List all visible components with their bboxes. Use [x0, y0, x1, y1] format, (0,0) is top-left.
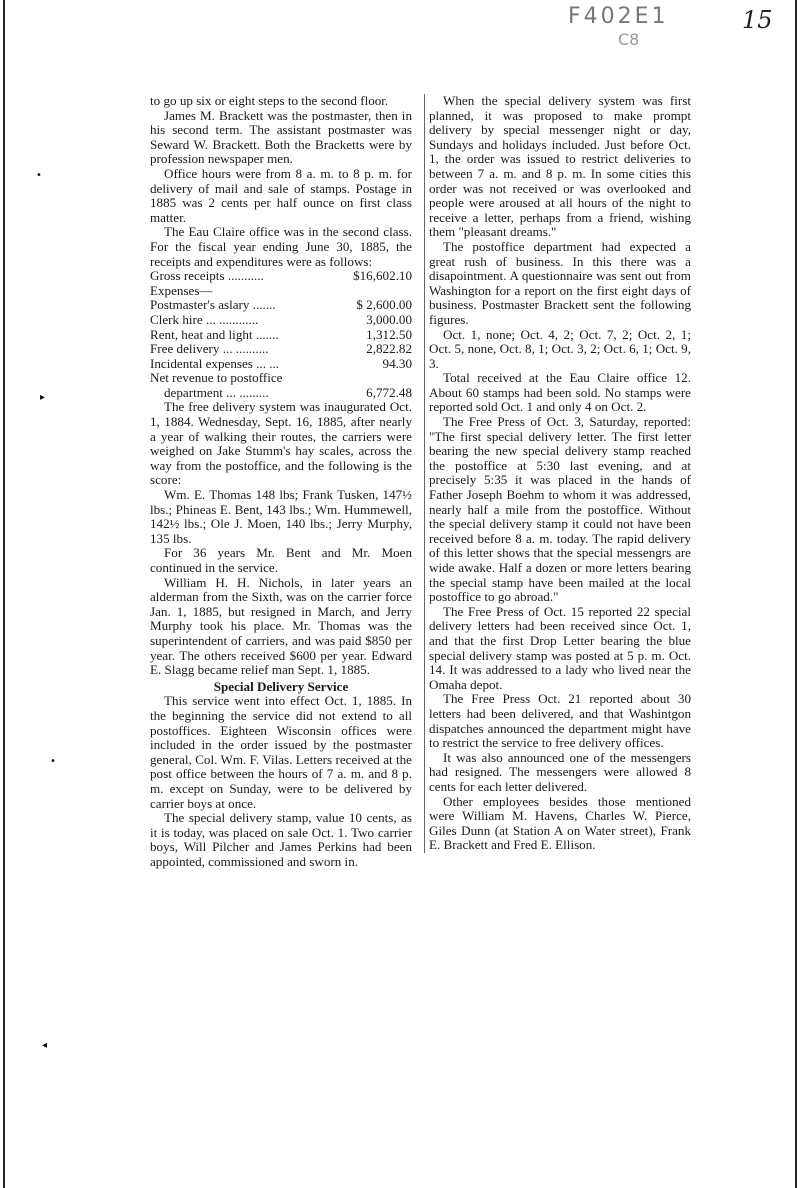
ledger-label: Gross receipts ...........	[150, 269, 264, 284]
paragraph: The Free Press Oct. 21 reported about 30 letters had been delivered, and that Washintgon dispatches announced the department might have to restrict the service to free delivery offices.	[429, 691, 691, 751]
paragraph: The Eau Claire office was in the second class. For the fiscal year ending June 30, 1885, the receipts and expenditures were as follows:	[150, 224, 412, 269]
paragraph: This service went into effect Oct. 1, 1885. In the beginning the service did not extend to all postoffices. Eighteen Wisconsin offices were included in the order issued by the postmaster general, Col. Wm. F. Vilas. Letters received at the post office between the hours of 7 a. m. and 8 p. m. except on Sunday, were to be delivered by carrier boys at once.	[150, 693, 412, 811]
ledger-value: 6,772.48	[366, 384, 412, 400]
ledger-value: 1,312.50	[366, 326, 412, 342]
left-column	[150, 94, 412, 869]
paragraph: The postoffice department had expected a great rush of business. In this there was a disapointment. A questionnaire was sent out from Washington for a report on the first eight days of business. Postmaster Brackett sent the following figures.	[429, 238, 691, 327]
ledger-label: Incidental expenses ... ...	[150, 356, 280, 371]
gross-receipts-row	[150, 269, 412, 284]
paragraph: Total received at the Eau Claire office 12. About 60 stamps had been sold. No stamps were reported sold Oct. 1 and only 4 on Oct. 2.	[429, 370, 691, 415]
net-revenue-label: Net revenue to postoffice	[150, 370, 283, 386]
paragraph: The free delivery system was inaugurated Oct. 1, 1884. Wednesday, Sept. 16, 1885, after nearly a year of walking their routes, the carriers were weighed on Jake Stumm's hay scales, across the way from the postoffice, and the following is the score:	[150, 399, 412, 488]
right-column	[424, 94, 691, 853]
ledger-value: 94.30	[382, 355, 412, 371]
ledger-label: Postmaster's aslary .......	[150, 298, 276, 313]
paragraph: The special delivery stamp, value 10 cents, as it is today, was placed on sale Oct. 1. Two carrier boys, Will Pilcher and James Perkins had been appointed, commissioned and sworn in.	[150, 810, 412, 869]
page-number: 15	[742, 6, 773, 34]
expense-row	[150, 313, 412, 328]
paragraph: For 36 years Mr. Bent and Mr. Moen continued in the service.	[150, 545, 412, 575]
ledger-label: Clerk hire ... ............	[150, 312, 259, 327]
expense-row	[150, 342, 412, 357]
paragraph: Oct. 1, none; Oct. 4, 2; Oct. 7, 2; Oct. 2, 1; Oct. 5, none, Oct. 8, 1; Oct. 3, 2; Oct. 6, 1; Oct. 9, 3.	[429, 326, 691, 371]
archive-code-sub: C8	[618, 30, 640, 49]
ledger-value: 2,822.82	[366, 341, 412, 357]
ledger-label: department ... .........	[164, 385, 269, 400]
ledger-label: Free delivery ... ..........	[150, 342, 269, 357]
paragraph: The Free Press of Oct. 3, Saturday, reported: "The first special delivery letter. The first letter bearing the new special delivery stamp reached the postoffice at 5:30 last evening, and at precisely 5:35 it was placed in the hands of Father Joseph Boehm to whom it was addressed, nearly half a mile from the postoffice. Without the special delivery stamp it could not have been received before 8 a. m. today. The rapid delivery of this letter shows that the special messengrs are wide awake. Half a dozen or more letters bearing the special stamp have been mailed at the local postoffice to go abroad."	[429, 414, 691, 605]
ledger-label: Rent, heat and light .......	[150, 327, 279, 342]
section-heading: Special Delivery Service	[213, 678, 349, 694]
paragraph: to go up six or eight steps to the second floor.	[150, 93, 389, 108]
paragraph: When the special delivery system was first planned, it was proposed to make prompt delivery by special messenger night or day, Sundays and holidays included. Just before Oct. 1, the order was issued to restrict deliveries to between 7 a. m. and 8 p. m. In some cities this order was not received or was overlooked and people were aroused at all hours of the night to receive a letter, perhaps from a friend, wishing them "pleasant dreams."	[429, 93, 691, 240]
ledger-value: $16,602.10	[353, 268, 412, 284]
ledger-value: 3,000.00	[366, 311, 412, 327]
expense-row	[150, 298, 412, 313]
margin-dot-mark: •	[36, 170, 42, 181]
ledger-value: $ 2,600.00	[356, 297, 412, 313]
net-revenue-row	[150, 386, 412, 401]
paragraph: Office hours were from 8 a. m. to 8 p. m. for delivery of mail and sale of stamps. Postage in 1885 was 2 cents per half ounce on first class matter.	[150, 165, 412, 225]
paragraph: William H. H. Nichols, in later years an alderman from the Sixth, was on the carrier force Jan. 1, 1885, but resigned in March, and Jerry Murphy took his place. Mr. Thomas was the superintendent of carriers, and was paid $850 per year. The others received $600 per year. Edward E. Slagg became relief man Sept. 1, 1885.	[150, 574, 412, 678]
expense-row	[150, 328, 412, 343]
paragraph: Other employees besides those mentioned were William M. Havens, Charles W. Pierce, Giles Dunn (at Station A on Water street), Frank E. Brackett and Fred E. Ellison.	[429, 793, 691, 853]
margin-arrow-mark: ◂	[42, 1040, 48, 1051]
expenses-heading: Expenses—	[150, 282, 213, 298]
margin-dot-mark: •	[50, 756, 56, 767]
archive-code: F402E1	[568, 4, 669, 29]
paragraph: Wm. E. Thomas 148 lbs; Frank Tusken, 147½ lbs.; Phineas E. Bent, 143 lbs.; Wm. Hummewell, 142½ lbs.; Ole J. Moen, 140 lbs.; Jerry Murphy, 135 lbs.	[150, 487, 412, 546]
expense-row	[150, 357, 412, 372]
margin-arrow-mark: ▸	[40, 392, 46, 403]
paragraph: James M. Brackett was the postmaster, then in his second term. The assistant postmaster was Seward W. Brackett. Both the Bracketts were by profession newspaper men.	[150, 107, 412, 167]
paragraph: It was also announced one of the messengers had resigned. The messengers were allowed 8 cents for each letter delivered.	[429, 749, 691, 794]
paragraph: The Free Press of Oct. 15 reported 22 special delivery letters had been received since Oct. 1, and that the first Drop Letter bearing the blue special delivery stamp was posted at 5 p. m. Oct. 14. It was addressed to a lady who lived near the Omaha depot.	[429, 603, 691, 692]
